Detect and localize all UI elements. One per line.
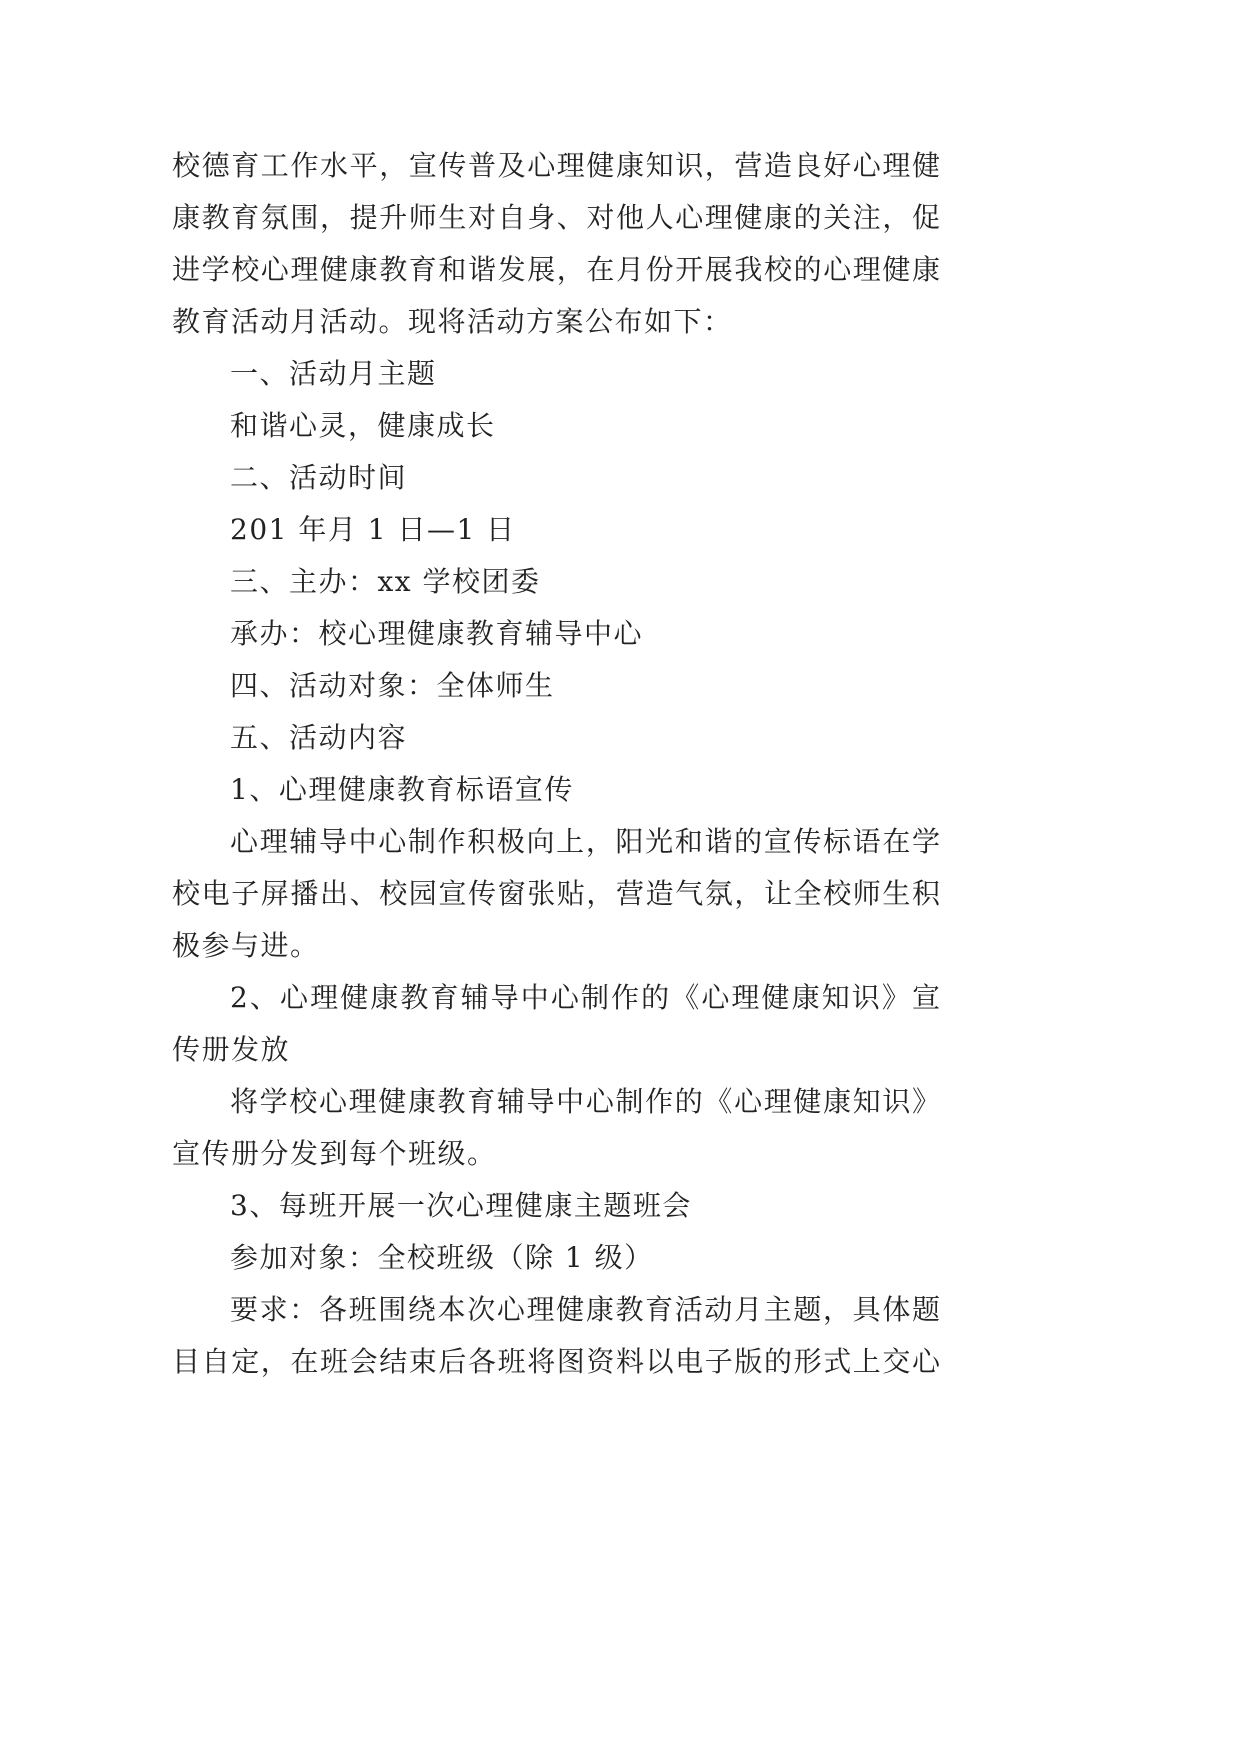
intro-paragraph-line: 康教育氛围，提升师生对自身、对他人心理健康的关注，促: [172, 201, 940, 234]
time-text: 201 年月 1 日—1 日: [230, 513, 516, 546]
intro-paragraph-line: 教育活动月活动。现将活动方案公布如下：: [172, 305, 733, 338]
slogan-paragraph-line: 校电子屏播出、校园宣传窗张贴，营造气氛，让全校师生积: [172, 877, 940, 910]
item-heading-brochure: 传册发放: [172, 1033, 291, 1066]
section-heading-host: 三、主办：xx 学校团委: [230, 565, 541, 598]
organizer-text: 承办：校心理健康教育辅导中心: [230, 617, 644, 650]
item-heading-brochure: 2、心理健康教育辅导中心制作的《心理健康知识》宣: [230, 981, 940, 1014]
requirements-paragraph-line: 目自定，在班会结束后各班将图资料以电子版的形式上交心: [172, 1345, 940, 1378]
section-heading-time: 二、活动时间: [230, 461, 408, 494]
theme-text: 和谐心灵，健康成长: [230, 409, 496, 442]
brochure-paragraph-line: 将学校心理健康教育辅导中心制作的《心理健康知识》: [230, 1085, 940, 1118]
section-heading-theme: 一、活动月主题: [230, 357, 437, 390]
intro-paragraph-line: 校德育工作水平，宣传普及心理健康知识，营造良好心理健: [172, 149, 940, 182]
item-heading-slogan: 1、心理健康教育标语宣传: [230, 773, 574, 806]
slogan-paragraph-line: 极参与进。: [172, 929, 320, 962]
section-heading-content: 五、活动内容: [230, 721, 408, 754]
section-heading-audience: 四、活动对象：全体师生: [230, 669, 555, 702]
intro-paragraph-line: 进学校心理健康教育和谐发展，在月份开展我校的心理健康: [172, 253, 940, 286]
slogan-paragraph-line: 心理辅导中心制作积极向上，阳光和谐的宣传标语在学: [230, 825, 940, 858]
brochure-paragraph-line: 宣传册分发到每个班级。: [172, 1137, 497, 1170]
participants-text: 参加对象：全校班级（除 1 级）: [230, 1241, 654, 1274]
item-heading-class-meeting: 3、每班开展一次心理健康主题班会: [230, 1189, 692, 1222]
document-body: [172, 140, 940, 1388]
requirements-paragraph-line: 要求：各班围绕本次心理健康教育活动月主题，具体题: [230, 1293, 940, 1326]
